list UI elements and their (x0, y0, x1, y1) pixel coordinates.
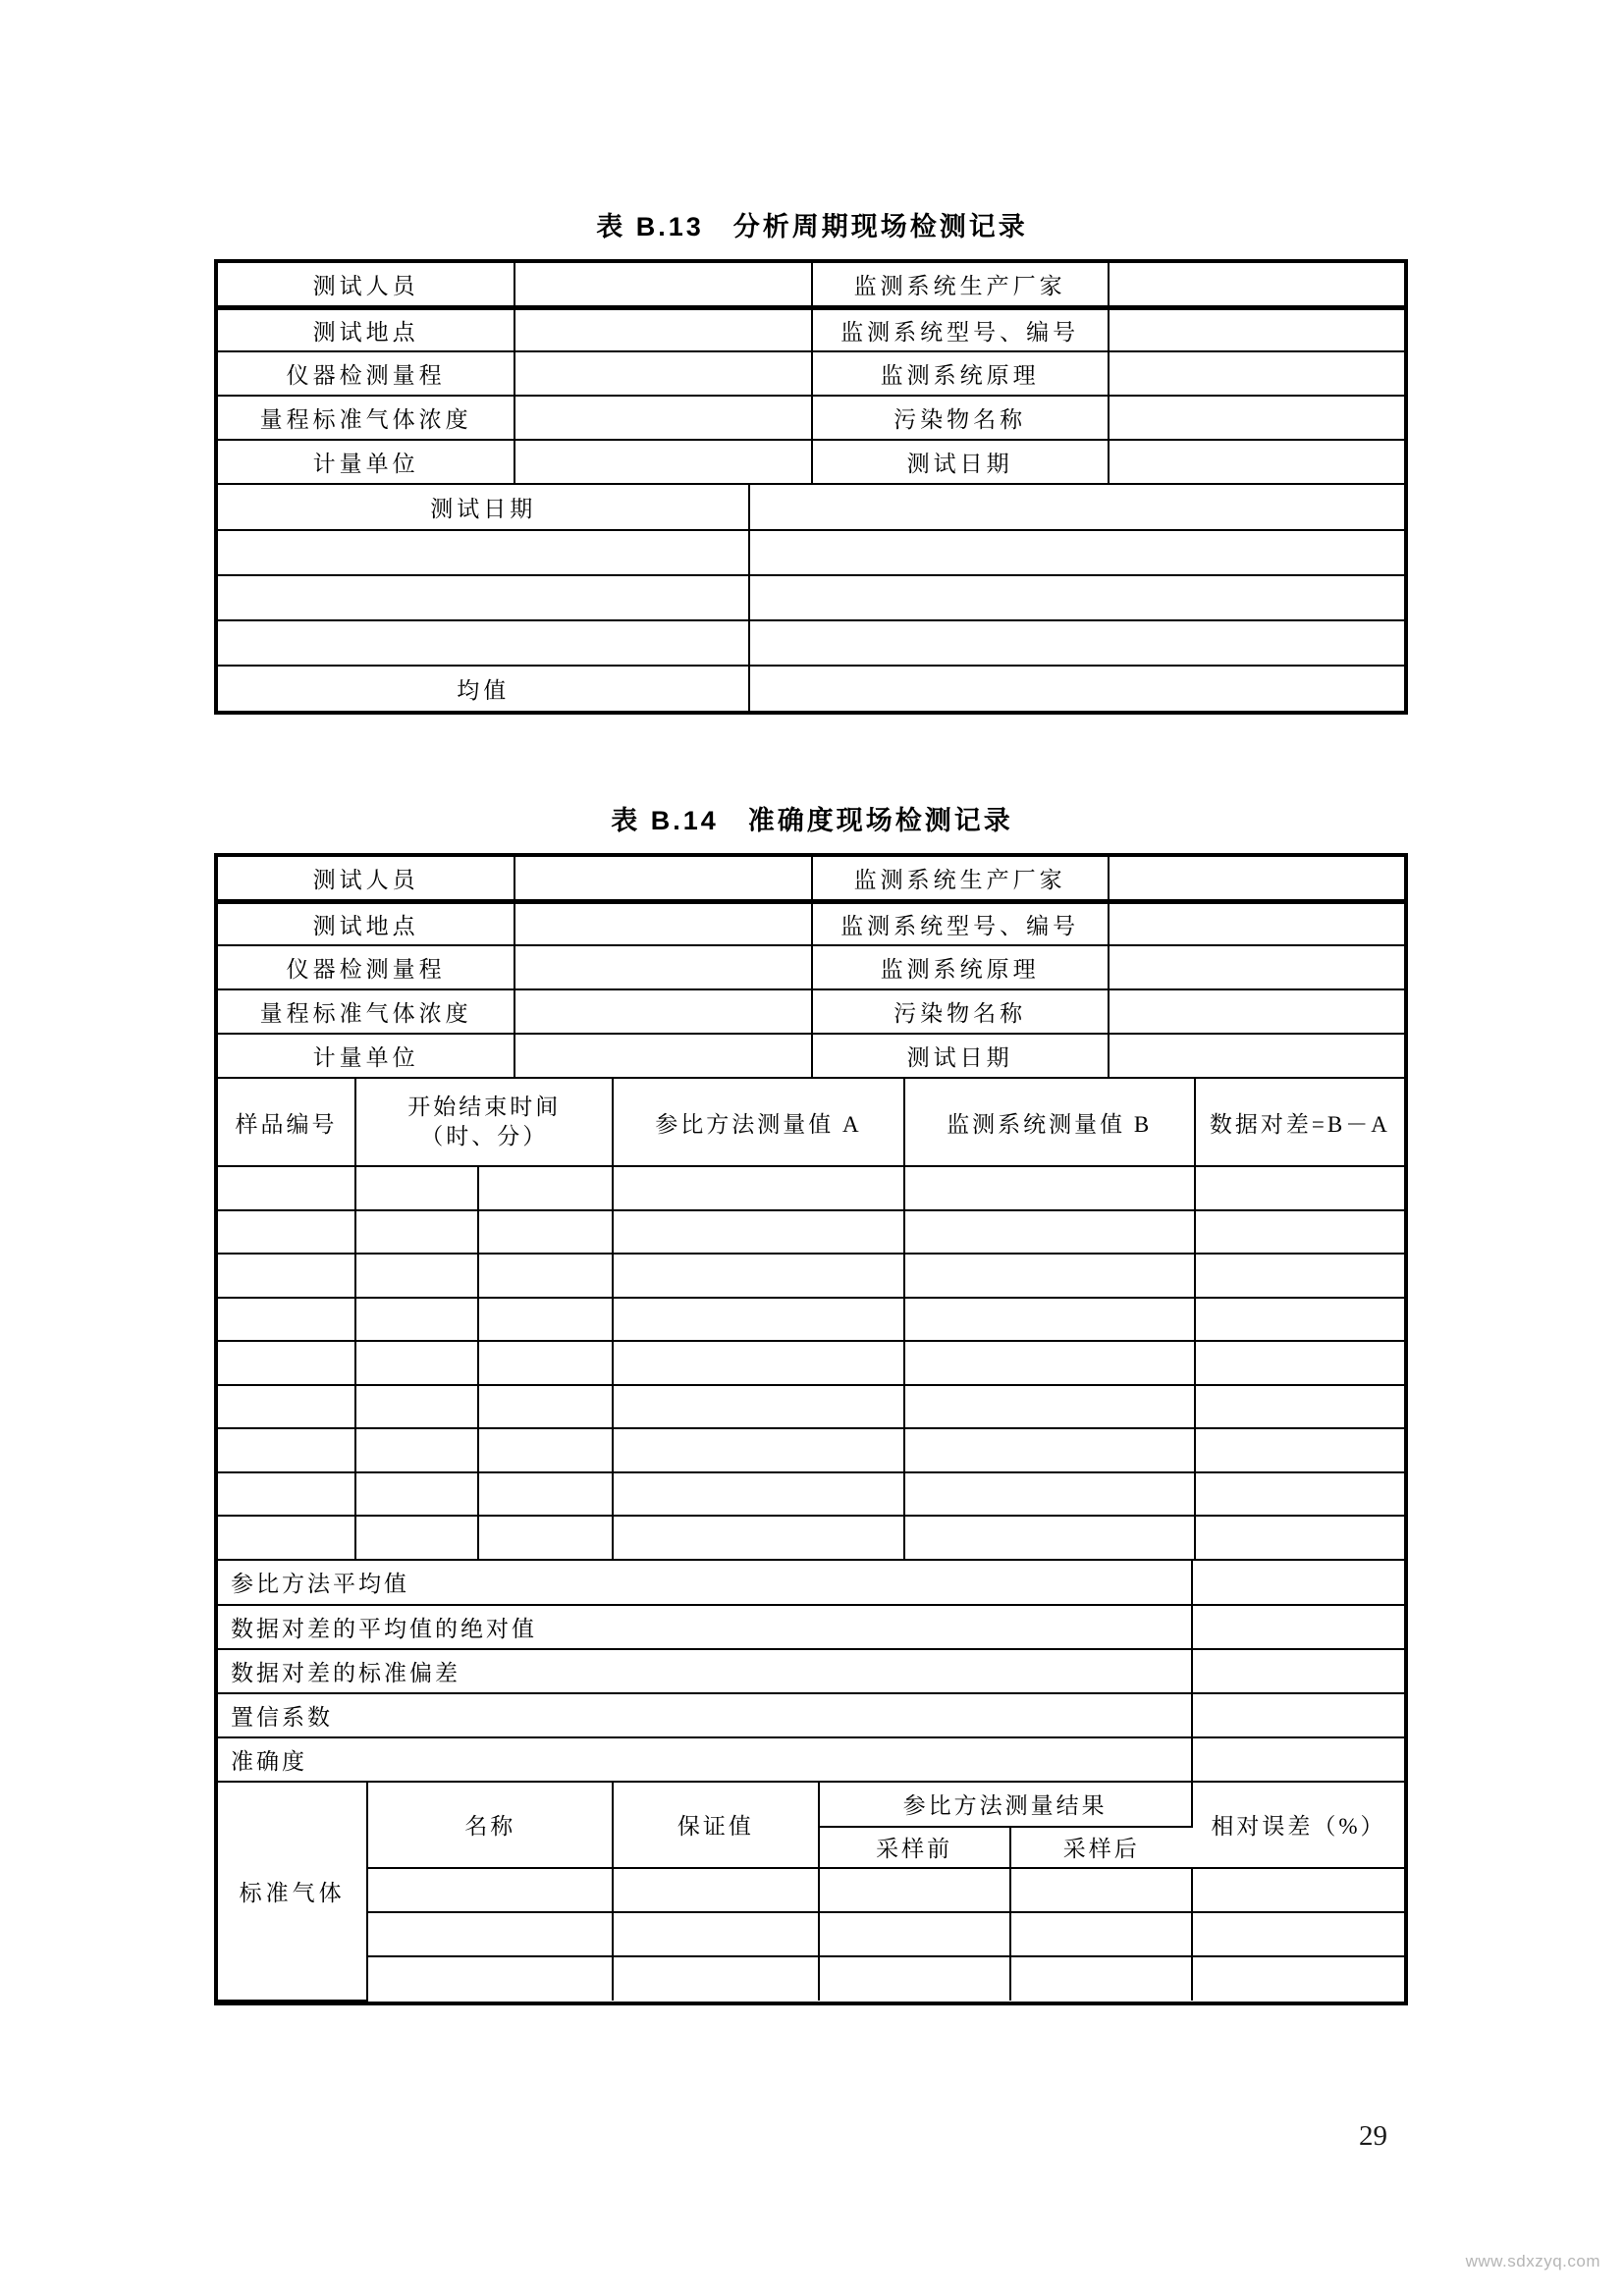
table-b13 (214, 259, 1408, 715)
blank-cell (613, 1472, 903, 1517)
blank-cell (904, 1385, 1195, 1429)
value-cell (514, 440, 811, 484)
table-row (218, 396, 1404, 440)
table-row (218, 575, 1404, 620)
time-header-line2: （时、分） (420, 1124, 549, 1148)
label-cell: 测试地点 (218, 901, 514, 945)
blank-cell (218, 1166, 355, 1210)
blank-cell (904, 1428, 1195, 1472)
table-row (218, 307, 1404, 351)
value-cell (514, 351, 811, 396)
blank-cell (613, 1956, 818, 2001)
table-row (218, 1166, 1404, 1210)
value-cell (514, 307, 811, 351)
blank-cell (478, 1254, 613, 1298)
blank-cell (355, 1385, 478, 1429)
standard-gas-label-cell: 标准气体 (218, 1783, 367, 2001)
table-row (218, 1605, 1404, 1649)
column-header-before-sampling: 采样前 (819, 1827, 1010, 1868)
blank-cell (749, 530, 1404, 575)
table-b14-info-section (218, 857, 1404, 1079)
blank-cell (1195, 1428, 1404, 1472)
label-cell: 量程标准气体浓度 (218, 396, 514, 440)
table-row (218, 1472, 1404, 1517)
table-b13-info-section (218, 263, 1404, 485)
summary-label-cell: 参比方法平均值 (218, 1561, 1192, 1605)
table-row (218, 1385, 1404, 1429)
blank-cell (1010, 1868, 1192, 1912)
blank-cell (218, 1341, 355, 1385)
table-row (218, 1693, 1404, 1737)
column-header-name: 名称 (367, 1783, 613, 1868)
blank-cell (1010, 1956, 1192, 2001)
label-cell: 监测系统生产厂家 (812, 263, 1109, 307)
table-row (218, 1516, 1404, 1560)
blank-cell (904, 1516, 1195, 1560)
blank-cell (613, 1912, 818, 1956)
blank-cell (478, 1516, 613, 1560)
blank-cell (218, 1298, 355, 1342)
value-cell (1109, 440, 1404, 484)
blank-cell (904, 1210, 1195, 1255)
blank-cell (749, 620, 1404, 666)
blank-cell (613, 1210, 903, 1255)
blank-cell (1192, 1868, 1404, 1912)
blank-cell (1195, 1385, 1404, 1429)
value-cell (1109, 307, 1404, 351)
blank-cell (367, 1956, 613, 2001)
blank-cell (613, 1868, 818, 1912)
table-b14-summary-section (218, 1561, 1404, 1783)
value-cell (1192, 1693, 1404, 1737)
label-cell: 监测系统原理 (812, 351, 1109, 396)
blank-cell (367, 1912, 613, 1956)
table-row (218, 901, 1404, 945)
blank-cell (218, 530, 749, 575)
table-row (218, 1034, 1404, 1078)
value-cell (1192, 1737, 1404, 1782)
value-cell (749, 666, 1404, 711)
blank-cell (478, 1298, 613, 1342)
blank-cell (218, 1428, 355, 1472)
value-cell (1109, 351, 1404, 396)
table-row (218, 1210, 1404, 1255)
blank-cell (613, 1298, 903, 1342)
table-row (218, 989, 1404, 1034)
summary-label-cell: 置信系数 (218, 1693, 1192, 1737)
column-header-time (355, 1079, 613, 1166)
label-cell: 污染物名称 (812, 989, 1109, 1034)
label-cell: 监测系统原理 (812, 945, 1109, 989)
summary-label-cell: 数据对差的平均值的绝对值 (218, 1605, 1192, 1649)
blank-cell (904, 1254, 1195, 1298)
blank-cell (1192, 1912, 1404, 1956)
label-cell: 监测系统型号、编号 (812, 901, 1109, 945)
value-cell (1109, 989, 1404, 1034)
blank-cell (478, 1472, 613, 1517)
table-b14 (214, 853, 1408, 2005)
blank-cell (1195, 1166, 1404, 1210)
value-cell (514, 901, 811, 945)
value-cell (1109, 901, 1404, 945)
blank-cell (904, 1298, 1195, 1342)
blank-cell (478, 1428, 613, 1472)
table-row (218, 1298, 1404, 1342)
label-cell: 污染物名称 (812, 396, 1109, 440)
table-row (218, 945, 1404, 989)
value-cell (514, 989, 811, 1034)
label-cell: 均值 (218, 666, 749, 711)
blank-cell (355, 1472, 478, 1517)
label-cell: 监测系统生产厂家 (812, 857, 1109, 901)
label-cell: 测试日期 (218, 485, 749, 530)
column-header-difference: 数据对差=B－A (1195, 1079, 1404, 1166)
column-header-ref-result: 参比方法测量结果 (819, 1783, 1192, 1827)
table-row (218, 857, 1404, 901)
blank-cell (613, 1166, 903, 1210)
blank-cell (613, 1341, 903, 1385)
column-header-sample-no: 样品编号 (218, 1079, 355, 1166)
blank-cell (355, 1210, 478, 1255)
value-cell (1109, 857, 1404, 901)
table-row (218, 666, 1404, 711)
blank-cell (613, 1385, 903, 1429)
blank-cell (1195, 1254, 1404, 1298)
table-row (218, 1912, 1404, 1956)
value-cell (1109, 1034, 1404, 1078)
blank-cell (749, 575, 1404, 620)
blank-cell (355, 1166, 478, 1210)
value-cell (514, 396, 811, 440)
blank-cell (904, 1341, 1195, 1385)
blank-cell (218, 1210, 355, 1255)
table-b14-data-section (218, 1079, 1404, 1561)
column-header-guarantee: 保证值 (613, 1783, 818, 1868)
blank-cell (355, 1516, 478, 1560)
blank-cell (355, 1341, 478, 1385)
label-cell: 仪器检测量程 (218, 945, 514, 989)
summary-label-cell: 准确度 (218, 1737, 1192, 1782)
label-cell: 仪器检测量程 (218, 351, 514, 396)
blank-cell (367, 1868, 613, 1912)
blank-cell (218, 1472, 355, 1517)
column-header-ref-method: 参比方法测量值 A (613, 1079, 903, 1166)
value-cell (1192, 1561, 1404, 1605)
table-row (218, 351, 1404, 396)
blank-cell (1010, 1912, 1192, 1956)
value-cell (1109, 263, 1404, 307)
table-b13-title: 表 B.13 分析周期现场检测记录 (596, 212, 1028, 241)
table-row (218, 485, 1404, 530)
table-b13-measurement-section (218, 485, 1404, 711)
table-row (218, 263, 1404, 307)
table-b14-standard-gas-section (218, 1783, 1404, 2002)
blank-cell (478, 1385, 613, 1429)
blank-cell (355, 1298, 478, 1342)
blank-cell (613, 1516, 903, 1560)
watermark: www.sdxzyq.com (1465, 2252, 1600, 2270)
blank-cell (218, 1254, 355, 1298)
blank-cell (613, 1428, 903, 1472)
time-header-line1: 开始结束时间 (407, 1095, 562, 1119)
label-cell: 计量单位 (218, 1034, 514, 1078)
table-b14-title: 表 B.14 准确度现场检测记录 (611, 806, 1013, 835)
blank-cell (478, 1210, 613, 1255)
value-cell (1192, 1649, 1404, 1693)
value-cell (749, 485, 1404, 530)
table-row (218, 1428, 1404, 1472)
table-header-row (218, 1079, 1404, 1166)
table-header-row (218, 1783, 1404, 1827)
blank-cell (218, 575, 749, 620)
blank-cell (1195, 1210, 1404, 1255)
value-cell (514, 1034, 811, 1078)
blank-cell (819, 1956, 1010, 2001)
table-row (218, 620, 1404, 666)
label-cell: 测试人员 (218, 263, 514, 307)
value-cell (1109, 396, 1404, 440)
blank-cell (218, 1385, 355, 1429)
table-row (218, 1254, 1404, 1298)
table-row (218, 1649, 1404, 1693)
label-cell: 测试日期 (812, 440, 1109, 484)
value-cell (514, 945, 811, 989)
label-cell: 监测系统型号、编号 (812, 307, 1109, 351)
table-row (218, 1561, 1404, 1605)
blank-cell (904, 1472, 1195, 1517)
blank-cell (478, 1166, 613, 1210)
blank-cell (1195, 1516, 1404, 1560)
blank-cell (613, 1254, 903, 1298)
blank-cell (218, 620, 749, 666)
blank-cell (1195, 1341, 1404, 1385)
column-header-rel-error: 相对误差（%） (1192, 1783, 1404, 1868)
blank-cell (1195, 1472, 1404, 1517)
blank-cell (819, 1868, 1010, 1912)
value-cell (514, 857, 811, 901)
value-cell (1109, 945, 1404, 989)
value-cell (1192, 1605, 1404, 1649)
table-row (218, 530, 1404, 575)
column-header-system: 监测系统测量值 B (904, 1079, 1195, 1166)
blank-cell (355, 1254, 478, 1298)
label-cell: 测试日期 (812, 1034, 1109, 1078)
label-cell: 测试地点 (218, 307, 514, 351)
blank-cell (819, 1912, 1010, 1956)
label-cell: 计量单位 (218, 440, 514, 484)
table-row (218, 1868, 1404, 1912)
blank-cell (218, 1516, 355, 1560)
summary-label-cell: 数据对差的标准偏差 (218, 1649, 1192, 1693)
table-row (218, 1341, 1404, 1385)
table-row (218, 1956, 1404, 2001)
table-row (218, 1737, 1404, 1782)
label-cell: 量程标准气体浓度 (218, 989, 514, 1034)
page-number: 29 (1359, 2120, 1387, 2152)
blank-cell (1195, 1298, 1404, 1342)
label-cell: 测试人员 (218, 857, 514, 901)
value-cell (514, 263, 811, 307)
blank-cell (1192, 1956, 1404, 2001)
blank-cell (355, 1428, 478, 1472)
blank-cell (904, 1166, 1195, 1210)
blank-cell (478, 1341, 613, 1385)
table-row (218, 440, 1404, 484)
column-header-after-sampling: 采样后 (1010, 1827, 1192, 1868)
